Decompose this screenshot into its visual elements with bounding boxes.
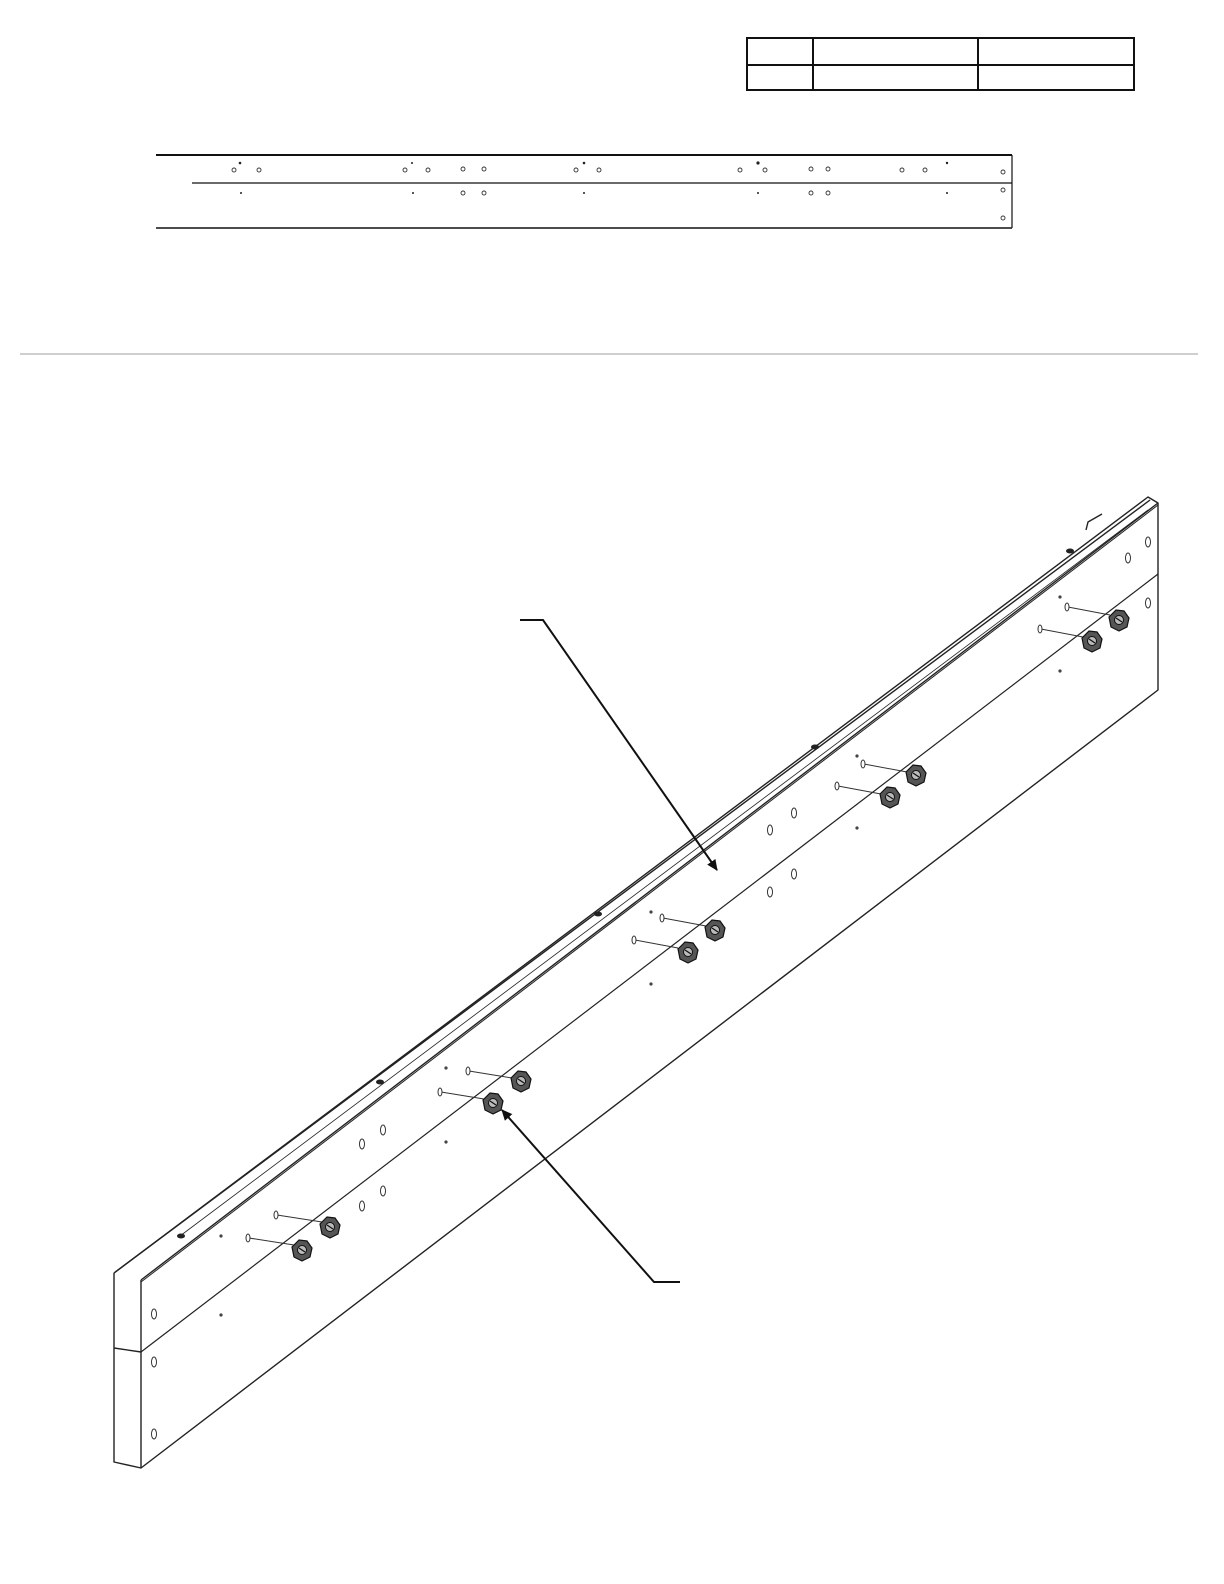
leader-arrow-icon	[520, 620, 717, 870]
leader-arrow-icon	[502, 1110, 680, 1282]
